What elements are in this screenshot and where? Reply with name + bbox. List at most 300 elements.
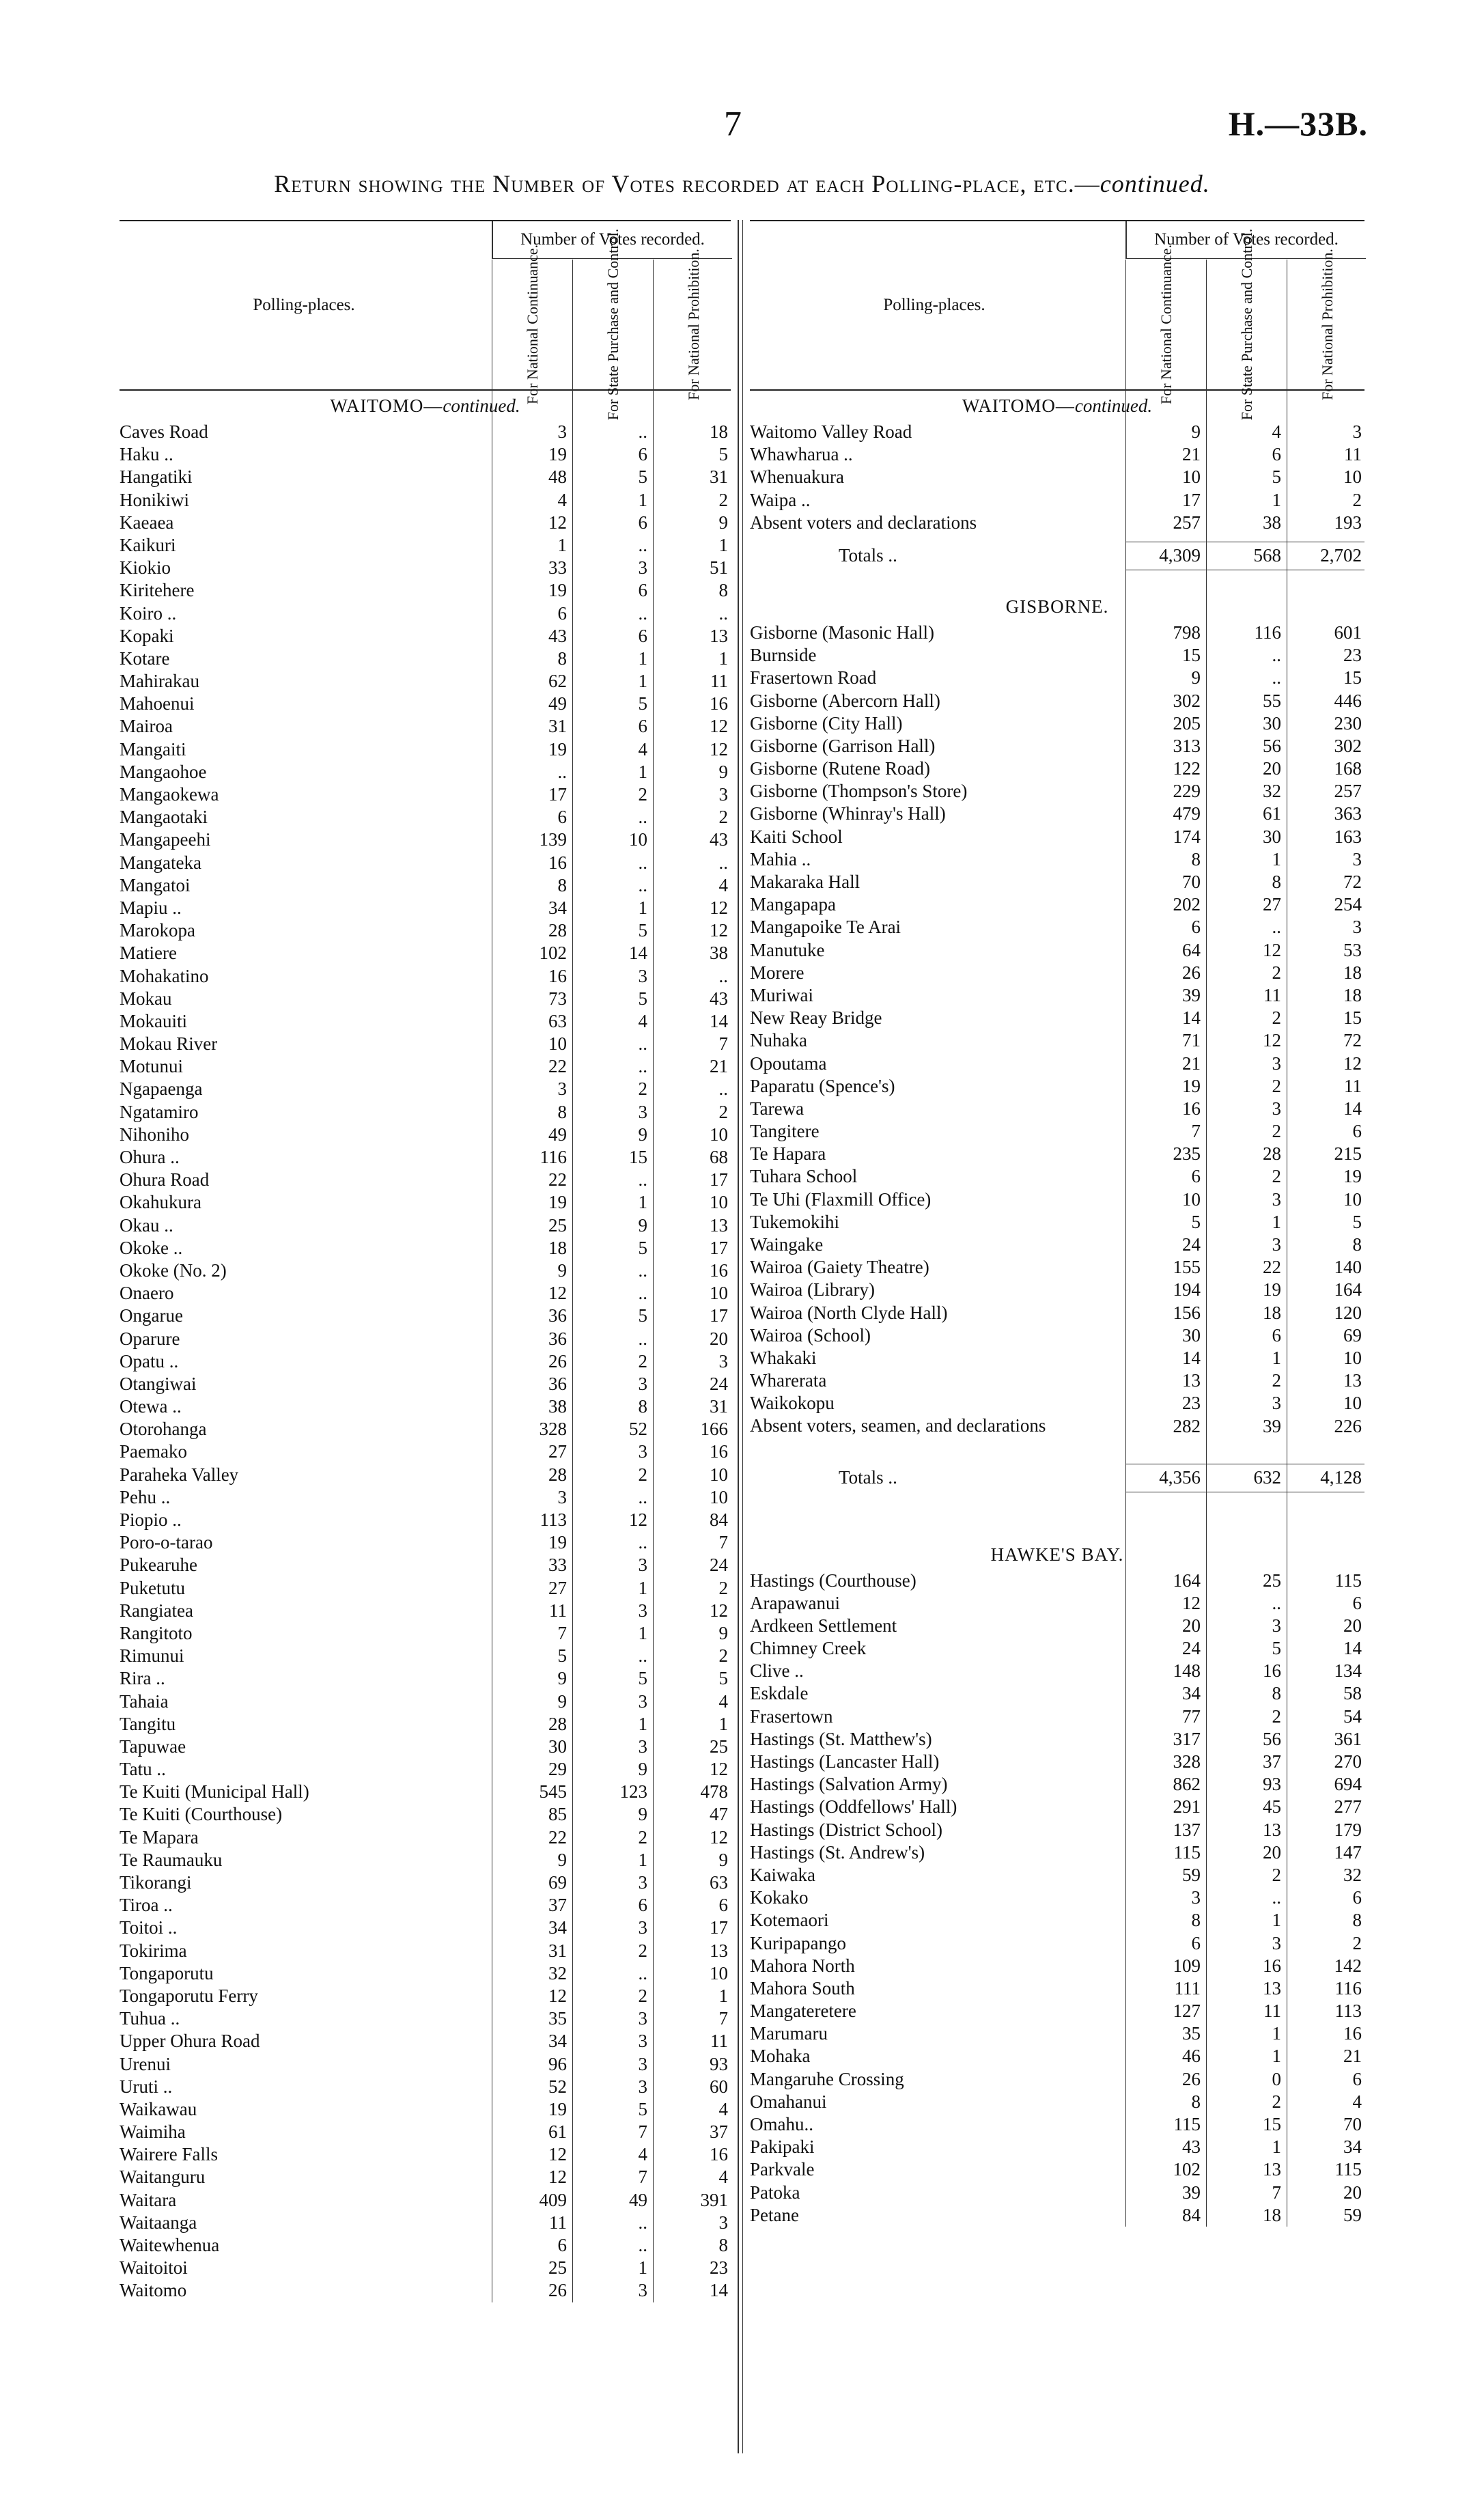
votes-prohibition: 2 xyxy=(1352,489,1362,510)
table-row xyxy=(120,942,731,964)
votes-continuance: 16 xyxy=(548,965,567,986)
votes-state-purchase: 1 xyxy=(638,1713,647,1734)
votes-prohibition: 113 xyxy=(1334,2001,1362,2022)
section-title: GISBORNE. xyxy=(1005,596,1109,617)
table-row xyxy=(120,2166,731,2188)
polling-place-name: Te Uhi (Flaxmill Office) xyxy=(750,1188,932,1210)
votes-prohibition: 10 xyxy=(710,1486,728,1507)
votes-state-purchase: 3 xyxy=(1272,1615,1281,1636)
table-row xyxy=(750,2000,1364,2022)
polling-place-name: Waitomo xyxy=(120,2280,187,2301)
polling-places-header: Polling-places. xyxy=(253,296,355,314)
polling-place-name: Waimiha xyxy=(120,2121,186,2143)
votes-continuance: 229 xyxy=(1173,781,1201,802)
votes-prohibition: 4 xyxy=(718,874,728,895)
table-row xyxy=(750,916,1364,938)
table-row xyxy=(750,2045,1364,2067)
table-row xyxy=(120,897,731,919)
votes-prohibition: 168 xyxy=(1334,758,1362,779)
table-row xyxy=(750,1075,1364,1098)
votes-prohibition: 12 xyxy=(710,1759,728,1780)
polling-place-name: Paparatu (Spence's) xyxy=(750,1075,895,1096)
table-row xyxy=(120,1509,731,1531)
votes-continuance: 52 xyxy=(548,2076,567,2097)
table-row xyxy=(750,1637,1364,1660)
table-row xyxy=(120,1146,731,1169)
votes-state-purchase: 1 xyxy=(1272,1347,1281,1368)
polling-place-name: Tongaporutu Ferry xyxy=(120,1985,258,2006)
votes-continuance: 115 xyxy=(1173,2114,1201,2134)
votes-state-purchase: .. xyxy=(638,1283,647,1304)
votes-continuance: 23 xyxy=(1182,1393,1201,1414)
polling-place-name: Mokau River xyxy=(120,1033,218,1055)
waitomo-section-right xyxy=(750,391,1364,576)
table-row xyxy=(750,690,1364,712)
table-row xyxy=(120,738,731,761)
votes-continuance: 127 xyxy=(1173,2001,1201,2022)
table-row xyxy=(750,1347,1364,1369)
polling-place-name: Mahirakau xyxy=(120,671,199,692)
polling-place-name: New Reay Bridge xyxy=(750,1007,882,1029)
votes-prohibition: 6 xyxy=(1352,1121,1362,1142)
votes-prohibition: 116 xyxy=(1334,1977,1362,1998)
table-row xyxy=(120,1803,731,1826)
polling-place-name: Kuripapango xyxy=(750,1932,846,1953)
document-reference: H.—33B. xyxy=(1228,105,1368,143)
votes-state-purchase: .. xyxy=(638,1033,647,1055)
votes-continuance: 29 xyxy=(548,1759,567,1780)
votes-state-purchase: 1 xyxy=(1272,1211,1281,1232)
table-row xyxy=(120,783,731,806)
votes-state-purchase: 1 xyxy=(638,647,647,669)
polling-place-name: Tapuwae xyxy=(120,1736,186,1757)
votes-state-purchase: 6 xyxy=(638,625,647,646)
polling-place-name: Caves Road xyxy=(120,421,208,442)
votes-prohibition: 5 xyxy=(718,1668,728,1689)
votes-state-purchase: 20 xyxy=(1263,758,1281,779)
polling-place-name: Ngapaenga xyxy=(120,1078,203,1100)
title-text: Return showing the Number of Votes recorded at each Polling-place, etc.— xyxy=(274,170,1100,197)
votes-prohibition: 230 xyxy=(1334,712,1362,734)
table-row xyxy=(120,2143,731,2166)
polling-place-name: Mangateka xyxy=(120,852,201,873)
votes-continuance: 62 xyxy=(548,671,567,692)
votes-continuance: 409 xyxy=(539,2189,567,2210)
votes-state-purchase: 8 xyxy=(1272,1683,1281,1704)
table-row xyxy=(750,1392,1364,1415)
votes-prohibition: 19 xyxy=(1343,1166,1362,1187)
votes-prohibition: 16 xyxy=(710,1441,728,1462)
votes-continuance: 16 xyxy=(1182,1098,1201,1119)
votes-state-purchase: 6 xyxy=(638,716,647,737)
votes-continuance: 9 xyxy=(557,1849,567,1870)
votes-continuance: 26 xyxy=(1182,2068,1201,2089)
votes-prohibition: 17 xyxy=(710,1305,728,1326)
votes-state-purchase: 123 xyxy=(619,1781,647,1802)
polling-place-name: Uruti .. xyxy=(120,2076,173,2097)
table-row xyxy=(120,1373,731,1395)
votes-prohibition: 257 xyxy=(1334,781,1362,802)
polling-place-name: Paraheka Valley xyxy=(120,1464,239,1485)
table-row xyxy=(750,466,1364,488)
table-row xyxy=(750,2068,1364,2091)
votes-prohibition: .. xyxy=(718,852,728,873)
votes-prohibition: 31 xyxy=(710,466,728,488)
votes-state-purchase: 15 xyxy=(1263,2114,1281,2134)
votes-prohibition: 8 xyxy=(1352,1910,1362,1931)
votes-state-purchase: 3 xyxy=(638,1600,647,1621)
table-row xyxy=(120,1078,731,1100)
votes-continuance: 26 xyxy=(548,2280,567,2301)
table-row xyxy=(750,1165,1364,1188)
table-row xyxy=(120,1962,731,1985)
table-row xyxy=(750,1188,1364,1211)
votes-continuance: 9 xyxy=(557,1259,567,1281)
table-row xyxy=(120,1440,731,1463)
polling-place-name: Clive .. xyxy=(750,1660,804,1682)
votes-state-purchase: 1 xyxy=(1272,489,1281,510)
votes-continuance: 33 xyxy=(548,557,567,579)
votes-state-purchase: 2 xyxy=(1272,1007,1281,1029)
votes-prohibition: 24 xyxy=(710,1555,728,1576)
table-row xyxy=(750,848,1364,871)
votes-state-purchase: .. xyxy=(638,1532,647,1553)
votes-prohibition: 9 xyxy=(718,512,728,533)
votes-continuance: 17 xyxy=(1182,489,1201,510)
votes-state-purchase: 2 xyxy=(638,1078,647,1100)
votes-state-purchase: 6 xyxy=(1272,444,1281,465)
votes-continuance: 36 xyxy=(548,1305,567,1326)
votes-prohibition: 14 xyxy=(710,1010,728,1031)
polling-place-name: Ngatamiro xyxy=(120,1101,199,1122)
polling-place-name: Tatu .. xyxy=(120,1759,166,1780)
votes-continuance: 59 xyxy=(1182,1864,1201,1885)
votes-prohibition: 17 xyxy=(710,1917,728,1938)
votes-state-purchase: .. xyxy=(638,1486,647,1507)
votes-prohibition: 10 xyxy=(710,1464,728,1485)
col-continuance-header: For National Continuance. xyxy=(492,260,573,389)
table-row xyxy=(750,1615,1364,1637)
votes-continuance: 24 xyxy=(1182,1638,1201,1659)
polling-place-name: Whakaki xyxy=(750,1347,817,1368)
votes-continuance: 21 xyxy=(1182,1053,1201,1074)
votes-state-purchase: .. xyxy=(638,807,647,828)
polling-place-name: Otewa .. xyxy=(120,1396,182,1417)
votes-state-purchase: 45 xyxy=(1263,1796,1281,1817)
polling-place-name: Ohura .. xyxy=(120,1147,180,1167)
votes-state-purchase: 15 xyxy=(629,1147,647,1167)
totals-label: Totals .. xyxy=(839,544,897,566)
polling-place-name: Mapiu .. xyxy=(120,897,182,918)
votes-continuance: 77 xyxy=(1182,1705,1201,1727)
votes-prohibition: 140 xyxy=(1334,1257,1362,1278)
polling-place-name: Tikorangi xyxy=(120,1872,192,1893)
votes-continuance: 6 xyxy=(557,807,567,828)
votes-continuance: 19 xyxy=(548,1192,567,1213)
polling-place-name: Mangateretere xyxy=(750,2001,856,2022)
votes-state-purchase: 2 xyxy=(1272,1121,1281,1142)
votes-prohibition: 1 xyxy=(718,1985,728,2006)
table-row xyxy=(120,2279,731,2302)
polling-place-name: Eskdale xyxy=(750,1683,809,1704)
votes-state-purchase: 3 xyxy=(1272,1188,1281,1210)
column-divider xyxy=(738,220,739,2453)
votes-prohibition: 164 xyxy=(1334,1279,1362,1300)
votes-prohibition: 93 xyxy=(710,2053,728,2074)
polling-place-name: Mahoenui xyxy=(120,693,195,714)
polling-place-name: Whenuakura xyxy=(750,466,844,488)
votes-prohibition: 16 xyxy=(710,2144,728,2165)
votes-state-purchase: 7 xyxy=(638,2121,647,2143)
votes-prohibition: 446 xyxy=(1334,690,1362,711)
votes-prohibition: 115 xyxy=(1334,2159,1362,2180)
votes-state-purchase: 6 xyxy=(638,580,647,601)
votes-continuance: 8 xyxy=(1191,2091,1201,2112)
votes-continuance: 19 xyxy=(548,444,567,465)
polling-place-name: Te Raumauku xyxy=(120,1849,223,1870)
votes-prohibition: 12 xyxy=(710,897,728,918)
polling-place-name: Nuhaka xyxy=(750,1030,807,1051)
votes-state-purchase: .. xyxy=(638,2235,647,2255)
votes-continuance: 49 xyxy=(548,693,567,714)
votes-continuance: 9 xyxy=(1191,667,1201,688)
polling-place-name: Tahaia xyxy=(120,1690,169,1712)
votes-state-purchase: 56 xyxy=(1263,1728,1281,1749)
table-row xyxy=(120,1849,731,1871)
votes-state-purchase: 3 xyxy=(638,2076,647,2097)
votes-continuance: 8 xyxy=(557,647,567,669)
table-row xyxy=(750,1682,1364,1705)
votes-state-purchase: .. xyxy=(1272,917,1281,938)
votes-state-purchase: 3 xyxy=(1272,1234,1281,1255)
table-row xyxy=(750,1415,1364,1456)
votes-state-purchase: .. xyxy=(638,1056,647,1077)
votes-state-purchase: 1 xyxy=(638,761,647,782)
votes-prohibition: 54 xyxy=(1343,1705,1362,1727)
votes-prohibition: 163 xyxy=(1334,826,1362,847)
polling-place-name: Frasertown Road xyxy=(750,667,877,688)
polling-place-name: Ardkeen Settlement xyxy=(750,1615,897,1636)
polling-place-name: Te Kuiti (Municipal Hall) xyxy=(120,1781,309,1802)
table-row xyxy=(750,2022,1364,2045)
table-row xyxy=(120,1645,731,1667)
votes-prohibition: 59 xyxy=(1343,2204,1362,2225)
table-row xyxy=(120,965,731,988)
polling-place-name: Morere xyxy=(750,962,804,983)
votes-continuance: 30 xyxy=(1182,1324,1201,1346)
table-row xyxy=(750,871,1364,893)
votes-prohibition: 478 xyxy=(700,1781,728,1802)
votes-prohibition: 3 xyxy=(1352,917,1362,938)
votes-state-purchase: 18 xyxy=(1263,2204,1281,2225)
gisborne-totals-row xyxy=(750,1456,1364,1499)
table-row xyxy=(120,715,731,738)
polling-place-name: Hastings (Courthouse) xyxy=(750,1570,916,1591)
votes-continuance: 43 xyxy=(548,625,567,646)
votes-prohibition: 166 xyxy=(700,1419,728,1440)
votes-continuance: 64 xyxy=(1182,939,1201,960)
votes-state-purchase: 1 xyxy=(1272,848,1281,869)
table-row xyxy=(120,647,731,670)
votes-prohibition: 3 xyxy=(1352,421,1362,442)
polling-place-name: Gisborne (Garrison Hall) xyxy=(750,735,936,756)
table-row xyxy=(120,874,731,897)
votes-state-purchase: 18 xyxy=(1263,1302,1281,1323)
votes-continuance: 6 xyxy=(1191,917,1201,938)
polling-place-name: Wairoa (School) xyxy=(750,1324,871,1346)
polling-place-name: Piopio .. xyxy=(120,1509,182,1530)
votes-continuance: 36 xyxy=(548,1328,567,1349)
polling-place-name: Wharerata xyxy=(750,1370,827,1391)
table-row xyxy=(120,1395,731,1418)
table-row xyxy=(120,557,731,579)
polling-place-name: Koiro .. xyxy=(120,602,177,624)
table-row xyxy=(120,1350,731,1373)
table-row xyxy=(120,534,731,557)
votes-continuance: 43 xyxy=(1182,2136,1201,2158)
votes-prohibition: 3 xyxy=(718,784,728,805)
votes-continuance: 19 xyxy=(548,2098,567,2119)
votes-state-purchase: 37 xyxy=(1263,1751,1281,1772)
votes-prohibition: 37 xyxy=(710,2121,728,2143)
polling-place-name: Okahukura xyxy=(120,1192,201,1213)
polling-place-name: Mahia .. xyxy=(750,848,811,869)
votes-continuance: 22 xyxy=(548,1826,567,1848)
votes-continuance: 12 xyxy=(548,1283,567,1304)
polling-place-name: Gisborne (Rutene Road) xyxy=(750,758,930,779)
table-row xyxy=(120,2257,731,2279)
votes-state-purchase: 4 xyxy=(638,1010,647,1031)
table-row xyxy=(120,1667,731,1690)
polling-place-name: Kiritehere xyxy=(120,580,195,601)
votes-state-purchase: 11 xyxy=(1263,2001,1281,2022)
votes-continuance: 25 xyxy=(548,1214,567,1236)
table-row xyxy=(120,1169,731,1191)
votes-continuance: 13 xyxy=(1182,1370,1201,1391)
votes-prohibition: 13 xyxy=(1343,1370,1362,1391)
votes-continuance: 20 xyxy=(1182,1615,1201,1636)
votes-prohibition: 53 xyxy=(1343,939,1362,960)
votes-continuance: 328 xyxy=(539,1419,567,1440)
table-row xyxy=(120,1259,731,1282)
votes-state-purchase: 12 xyxy=(1263,1030,1281,1051)
table-row xyxy=(750,984,1364,1007)
polling-place-name: Mangatoi xyxy=(120,874,191,895)
polling-place-name: Kaiwaka xyxy=(750,1864,815,1885)
votes-continuance: 35 xyxy=(548,2008,567,2029)
votes-state-purchase: 2 xyxy=(638,1350,647,1371)
votes-prohibition: 18 xyxy=(710,421,728,442)
votes-continuance: 34 xyxy=(548,1917,567,1938)
votes-continuance: 116 xyxy=(540,1147,567,1167)
table-row xyxy=(750,1324,1364,1347)
votes-state-purchase: .. xyxy=(638,874,647,895)
table-row xyxy=(750,1256,1364,1279)
table-row xyxy=(750,489,1364,512)
votes-continuance: 4 xyxy=(557,489,567,510)
votes-continuance: 862 xyxy=(1173,1774,1201,1795)
votes-continuance: 1 xyxy=(557,534,567,555)
table-row xyxy=(750,1302,1364,1324)
table-row xyxy=(120,1600,731,1622)
votes-continuance: 28 xyxy=(548,1713,567,1734)
polling-place-name: Kopaki xyxy=(120,625,174,646)
votes-state-purchase: 3 xyxy=(638,557,647,579)
votes-prohibition: 72 xyxy=(1343,1030,1362,1051)
votes-continuance: 22 xyxy=(548,1169,567,1190)
votes-continuance: 28 xyxy=(548,920,567,941)
votes-continuance: 24 xyxy=(1182,1234,1201,1255)
table-row xyxy=(120,1305,731,1327)
votes-state-purchase: 6 xyxy=(1272,1324,1281,1346)
votes-state-purchase: 32 xyxy=(1263,781,1281,802)
votes-state-purchase: 16 xyxy=(1263,1955,1281,1976)
votes-state-purchase: 2 xyxy=(1272,1370,1281,1391)
polling-place-name: Waitaanga xyxy=(120,2212,197,2233)
table-row xyxy=(120,761,731,783)
votes-prohibition: 142 xyxy=(1334,1955,1362,1976)
votes-continuance: 26 xyxy=(1182,962,1201,983)
votes-continuance: 115 xyxy=(1173,1841,1201,1863)
polling-place-name: Matiere xyxy=(120,943,177,964)
votes-state-purchase: 5 xyxy=(638,693,647,714)
polling-place-name: Mangapeehi xyxy=(120,829,211,850)
votes-state-purchase: 5 xyxy=(638,920,647,941)
polling-place-name: Waingake xyxy=(750,1234,824,1255)
votes-state-purchase: 3 xyxy=(638,2008,647,2029)
votes-continuance: 479 xyxy=(1173,803,1201,824)
votes-continuance: 10 xyxy=(1182,1188,1201,1210)
votes-continuance: 19 xyxy=(548,1532,567,1553)
votes-continuance: 156 xyxy=(1173,1302,1201,1323)
votes-state-purchase: 7 xyxy=(638,2167,647,2188)
votes-state-purchase: 13 xyxy=(1263,2159,1281,2180)
polling-place-name: Marumaru xyxy=(750,2023,828,2044)
votes-recorded-header: Number of Votes recorded. xyxy=(1125,221,1366,259)
votes-state-purchase: 30 xyxy=(1263,826,1281,847)
votes-prohibition: 16 xyxy=(710,693,728,714)
polling-place-name: Mangapoike Te Arai xyxy=(750,917,901,938)
polling-place-name: Rira .. xyxy=(120,1668,165,1689)
votes-state-purchase: .. xyxy=(638,1962,647,1983)
votes-continuance: 27 xyxy=(548,1441,567,1462)
table-row xyxy=(120,1282,731,1305)
table-row xyxy=(120,1871,731,1894)
votes-prohibition: 13 xyxy=(710,625,728,646)
table-row xyxy=(750,939,1364,962)
waitomo-section-left xyxy=(120,391,731,2302)
table-row xyxy=(750,1977,1364,2000)
votes-prohibition: 15 xyxy=(1343,1007,1362,1029)
votes-state-purchase: 8 xyxy=(1272,872,1281,892)
votes-prohibition: 23 xyxy=(1343,645,1362,666)
polling-place-name: Petane xyxy=(750,2204,799,2225)
waitomo-totals-row xyxy=(750,534,1364,576)
table-row xyxy=(120,1894,731,1917)
polling-place-name: Puketutu xyxy=(120,1577,186,1598)
votes-state-purchase: .. xyxy=(638,534,647,555)
totals-continuance: 4,309 xyxy=(1159,544,1201,566)
votes-prohibition: 134 xyxy=(1334,1660,1362,1682)
votes-state-purchase: 1 xyxy=(638,1849,647,1870)
votes-state-purchase: 9 xyxy=(638,1214,647,1236)
votes-continuance: 70 xyxy=(1182,872,1201,892)
votes-continuance: .. xyxy=(557,761,567,782)
votes-continuance: 9 xyxy=(1191,421,1201,442)
votes-continuance: 164 xyxy=(1173,1570,1201,1591)
votes-state-purchase: 5 xyxy=(1272,1638,1281,1659)
table-row xyxy=(750,1098,1364,1120)
